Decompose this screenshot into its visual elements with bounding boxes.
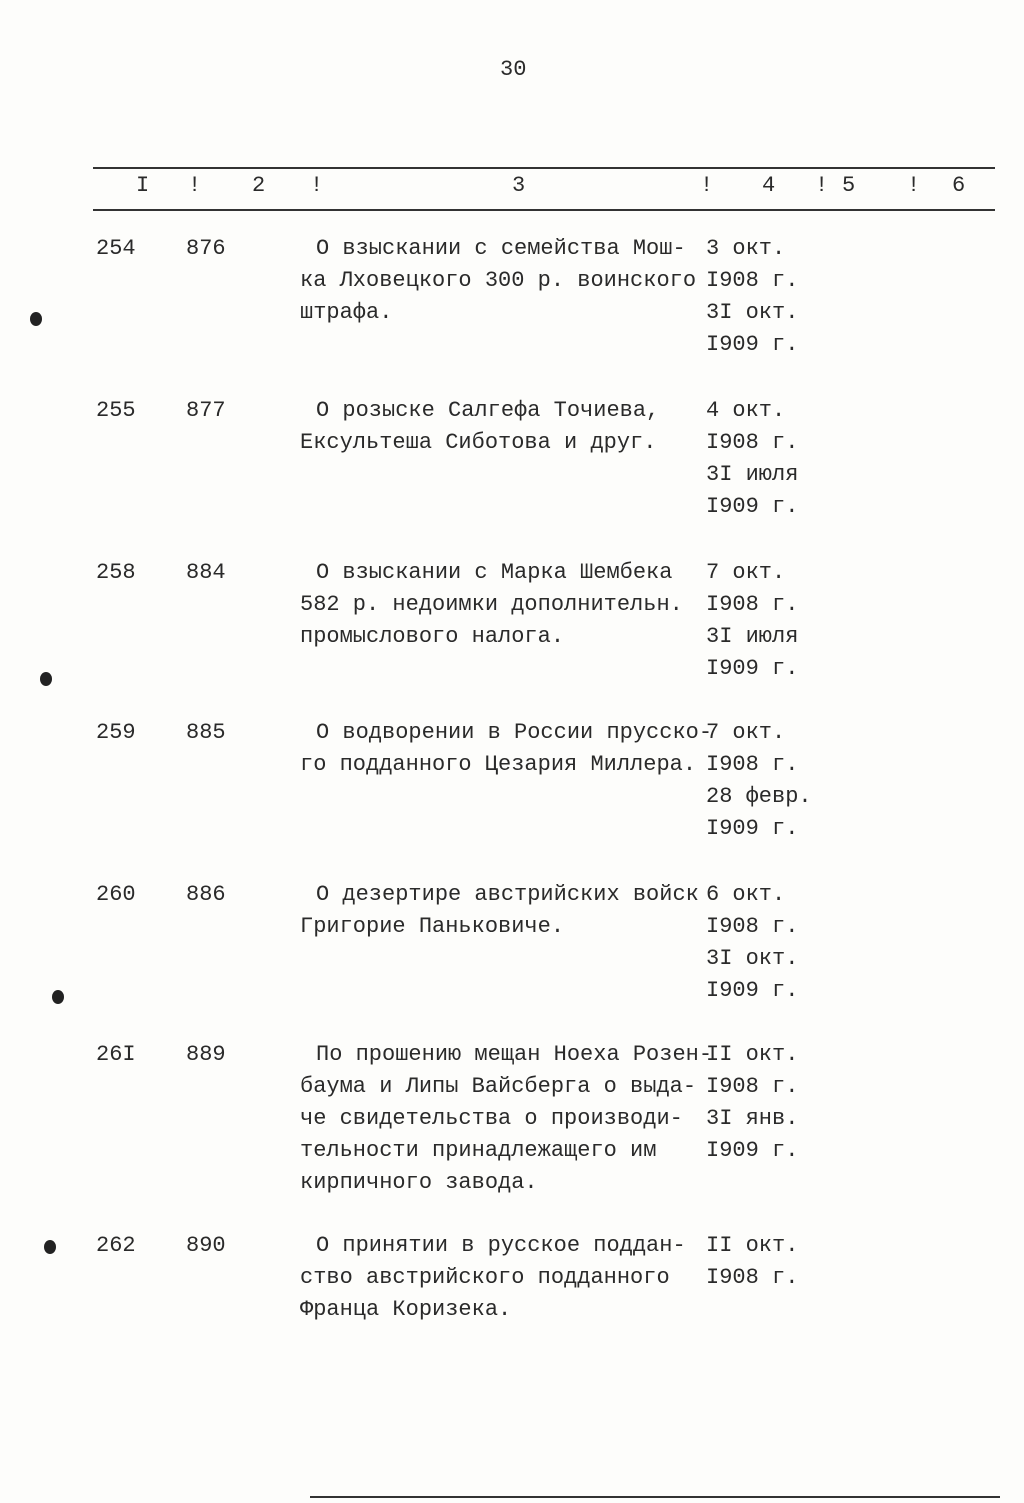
description-line: промыслового налога.	[300, 624, 565, 649]
date-line: 3I июля	[706, 462, 799, 487]
date-range	[706, 717, 812, 845]
description	[300, 879, 699, 943]
binding-hole-mark	[52, 990, 64, 1004]
date-line: I908 г.	[706, 1265, 799, 1290]
description	[300, 557, 683, 653]
date-range	[706, 395, 798, 523]
file-number: 885	[186, 720, 226, 745]
description-line: О взыскании с семейства Мош-	[316, 236, 686, 261]
date-line: I908 г.	[706, 430, 799, 455]
date-line: II окт.	[706, 1233, 799, 1258]
date-line: I908 г.	[706, 592, 799, 617]
date-line: 3I июля	[706, 624, 799, 649]
column-header: 6	[952, 173, 966, 198]
date-range	[706, 557, 798, 685]
entry-number: 26I	[96, 1042, 136, 1067]
description-line: О принятии в русское поддан-	[316, 1233, 686, 1258]
column-separator: !	[188, 173, 202, 198]
binding-hole-mark	[40, 672, 52, 686]
column-separator: !	[310, 173, 324, 198]
file-number: 889	[186, 1042, 226, 1067]
description-line: баума и Липы Вайсберга о выда-	[300, 1074, 697, 1099]
date-line: 7 окт.	[706, 720, 786, 745]
description	[300, 1039, 712, 1199]
date-line: 28 февр.	[706, 784, 812, 809]
description-line: 582 р. недоимки дополнительн.	[300, 592, 683, 617]
description-line: кирпичного завода.	[300, 1170, 538, 1195]
date-line: I909 г.	[706, 816, 799, 841]
description-line: ка Лховецкого 300 р. воинского	[300, 268, 697, 293]
date-line: II окт.	[706, 1042, 799, 1067]
description-line: тельности принадлежащего им	[300, 1138, 657, 1163]
column-header: 2	[252, 173, 266, 198]
column-separator: !	[907, 173, 921, 198]
page-number: 30	[500, 57, 527, 82]
date-range	[706, 879, 798, 1007]
description-line: ство австрийского подданного	[300, 1265, 670, 1290]
entry-number: 259	[96, 720, 136, 745]
description	[300, 1230, 686, 1326]
date-line: I909 г.	[706, 494, 799, 519]
entry-number: 254	[96, 236, 136, 261]
file-number: 876	[186, 236, 226, 261]
column-header: I	[136, 173, 150, 198]
date-range	[706, 1230, 798, 1294]
date-line: I909 г.	[706, 978, 799, 1003]
date-line: 3 окт.	[706, 236, 786, 261]
date-line: I909 г.	[706, 656, 799, 681]
file-number: 886	[186, 882, 226, 907]
date-line: I909 г.	[706, 332, 799, 357]
file-number: 884	[186, 560, 226, 585]
date-line: I909 г.	[706, 1138, 799, 1163]
date-line: I908 г.	[706, 268, 799, 293]
description-line: Франца Коризека.	[300, 1297, 512, 1322]
table-header-rule	[93, 209, 995, 211]
entry-number: 260	[96, 882, 136, 907]
column-header: 4	[762, 173, 776, 198]
description	[300, 717, 712, 781]
column-header: 5	[842, 173, 856, 198]
date-line: 6 окт.	[706, 882, 786, 907]
description-line: Ексультеша Сиботова и друг.	[300, 430, 657, 455]
column-separator: !	[700, 173, 714, 198]
file-number: 890	[186, 1233, 226, 1258]
binding-hole-mark	[30, 312, 42, 326]
description-line: Григорие Паньковиче.	[300, 914, 565, 939]
file-number: 877	[186, 398, 226, 423]
entry-number: 258	[96, 560, 136, 585]
description-line: че свидетельства о производи-	[300, 1106, 683, 1131]
date-line: 7 окт.	[706, 560, 786, 585]
table-top-rule	[93, 167, 995, 169]
description-line: О розыске Салгефа Точиева,	[316, 398, 660, 423]
date-line: I908 г.	[706, 1074, 799, 1099]
date-line: 3I янв.	[706, 1106, 799, 1131]
date-line: I908 г.	[706, 914, 799, 939]
entry-number: 262	[96, 1233, 136, 1258]
date-range	[706, 1039, 798, 1167]
binding-hole-mark	[44, 1240, 56, 1254]
date-line: 3I окт.	[706, 946, 799, 971]
description-line: О дезертире австрийских войск	[316, 882, 699, 907]
description-line: По прошению мещан Ноеха Розен-	[316, 1042, 713, 1067]
column-header: 3	[512, 173, 526, 198]
date-line: 3I окт.	[706, 300, 799, 325]
description-line: О водворении в России прусско-	[316, 720, 713, 745]
entry-number: 255	[96, 398, 136, 423]
date-line: 4 окт.	[706, 398, 786, 423]
description-line: О взыскании с Марка Шембека	[316, 560, 673, 585]
bottom-rule	[310, 1496, 1000, 1498]
date-line: I908 г.	[706, 752, 799, 777]
description-line: го подданного Цезария Миллера.	[300, 752, 697, 777]
description	[300, 395, 659, 459]
column-separator: !	[815, 173, 829, 198]
date-range	[706, 233, 798, 361]
description-line: штрафа.	[300, 300, 393, 325]
description	[300, 233, 696, 329]
